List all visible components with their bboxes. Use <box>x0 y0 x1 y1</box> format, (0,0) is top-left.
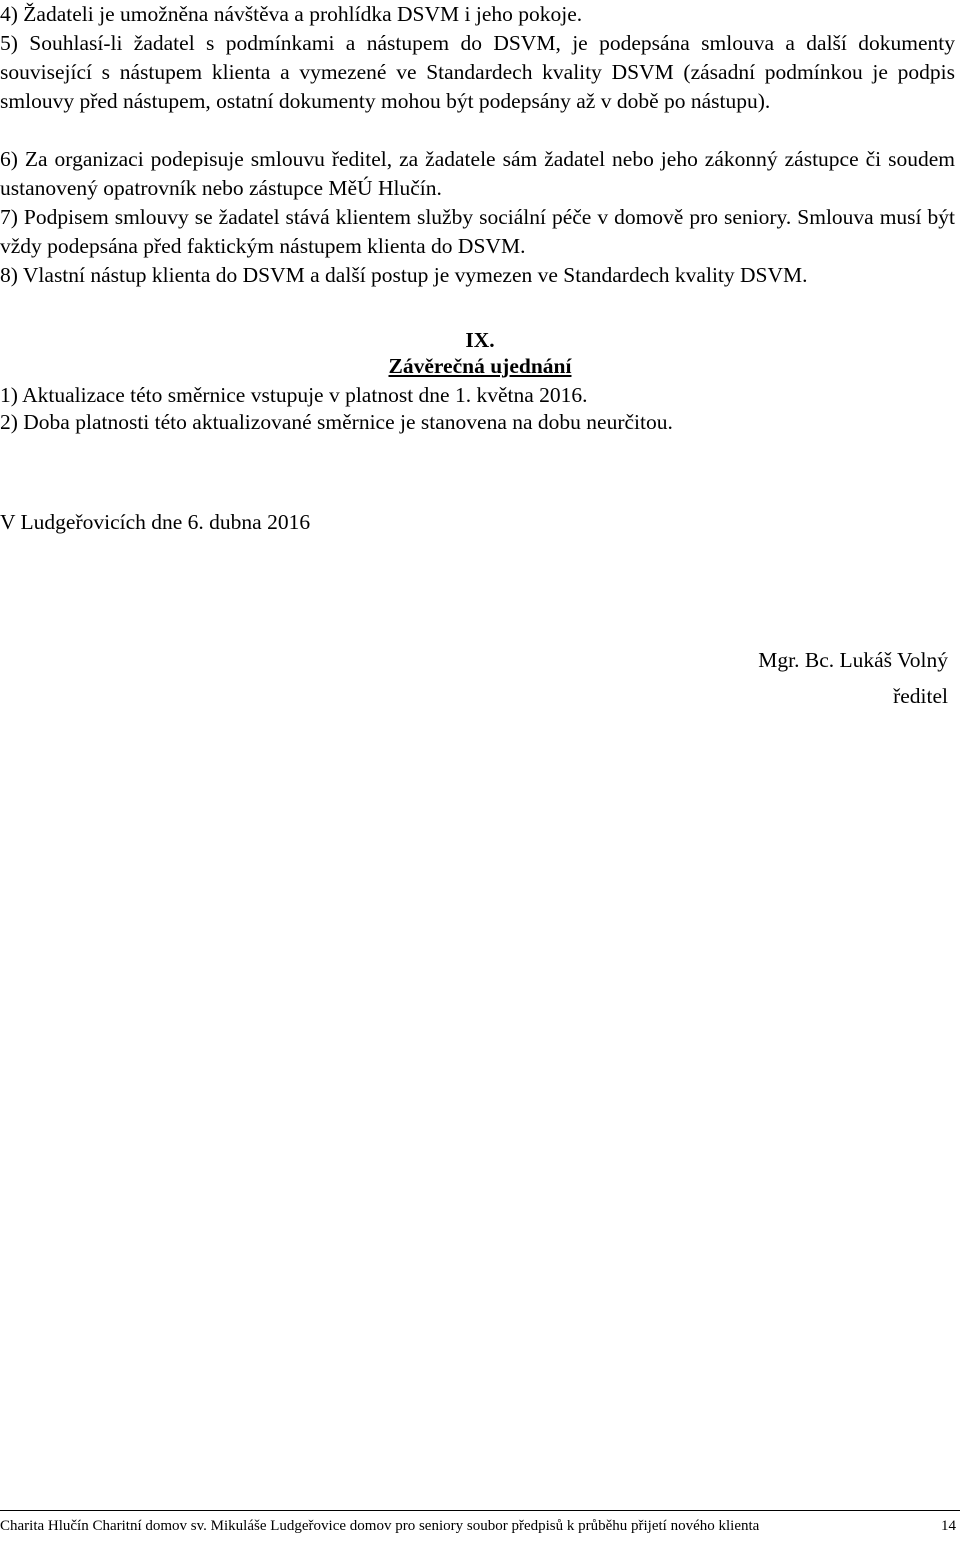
paragraph-7: 7) Podpisem smlouvy se žadatel stává klientem služby sociální péče v domově pro seniory. Smlouva musí být vždy podepsána před faktickým nástupem klienta do DSVM. <box>0 205 955 258</box>
footer-divider <box>0 1510 960 1511</box>
signature-role: ředitel <box>893 684 948 708</box>
paragraph-6: 6) Za organizaci podepisuje smlouvu ředitel, za žadatele sám žadatel nebo jeho zákonný zástupce či soudem ustanovený opatrovník nebo zástupce MěÚ Hlučín. <box>0 147 955 200</box>
section-title: Závěrečná ujednání <box>388 354 572 378</box>
page-number: 14 <box>941 1518 956 1534</box>
signature-name: Mgr. Bc. Lukáš Volný <box>758 648 948 672</box>
section-number: IX. <box>465 328 495 352</box>
section-item-1: 1) Aktualizace této směrnice vstupuje v platnost dne 1. května 2016. <box>0 383 588 407</box>
paragraph-8: 8) Vlastní nástup klienta do DSVM a další postup je vymezen ve Standardech kvality DSVM. <box>0 263 808 287</box>
paragraph-5: 5) Souhlasí-li žadatel s podmínkami a nástupem do DSVM, je podepsána smlouva a další dokumenty související s nástupem klienta a vymezené ve Standardech kvality DSVM (zásadní podmínkou je podpis smlouvy před nástupem, ostatní dokumenty mohou být podepsány až v době po nástupu). <box>0 31 955 113</box>
section-item-2: 2) Doba platnosti této aktualizované směrnice je stanovena na dobu neurčitou. <box>0 410 673 434</box>
page-footer <box>0 1518 960 1535</box>
place-date: V Ludgeřovicích dne 6. dubna 2016 <box>0 510 311 534</box>
section-title-wrap <box>0 354 960 379</box>
footer-text: Charita Hlučín Charitní domov sv. Mikuláše Ludgeřovice domov pro seniory soubor předpisů k průběhu přijetí nového klienta <box>0 1518 760 1534</box>
paragraph-4: 4) Žadateli je umožněna návštěva a prohlídka DSVM i jeho pokoje. <box>0 2 583 26</box>
